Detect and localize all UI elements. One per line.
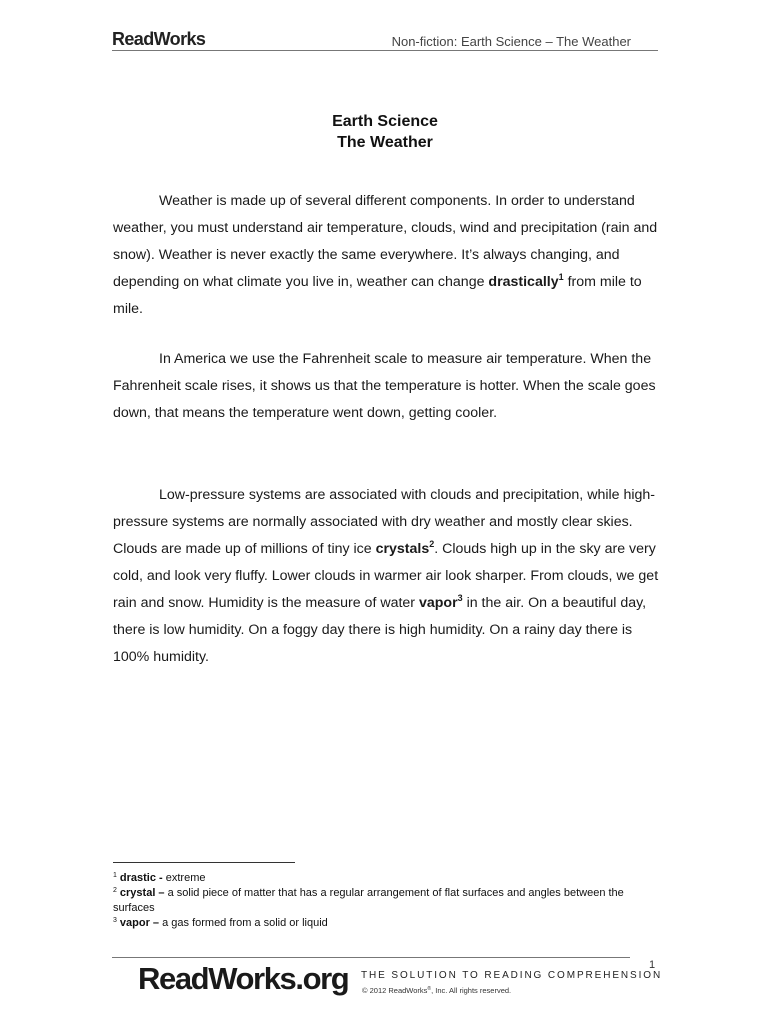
paragraph-3-text-b: . Clouds high up in the sky are very cold, and look very fluffy. Lower clouds in warmer air look sharper. From clouds, we get rain and snow. Humidity is the measure of water [113,541,659,611]
paragraph-2-text-a: In America we use the Fahrenheit scale to measure air temperature. When the Fahrenheit scale rises, it shows us that the temperature is hotter. When the scale goes down, that means the temperature went down, getting cooler. [113,351,656,421]
footnote-ref-1: 1 [558,272,564,282]
paragraph-2 [113,346,663,427]
footnote-1 [113,871,663,886]
registered-mark: ® [427,986,432,992]
page-number: 1 [649,959,656,971]
readworks-footer-logo: ReadWorks.org [138,961,349,996]
vocab-term-drastically: drastically [488,274,559,290]
paragraph-3-text-a: Low-pressure systems are associated with clouds and precipitation, while high-pressure systems are normally associated with dry weather and mostly clear skies. Clouds are made up of millions of tiny ice [113,487,656,557]
paragraph-1 [113,188,663,323]
footer-tagline: THE SOLUTION TO READING COMPREHENSION [361,970,663,981]
vocab-term-crystals: crystals [375,541,430,557]
paragraph-1-text-a: Weather is made up of several different components. In order to understand weather, you must understand air temperature, clouds, wind and precipitation (rain and snow). Weather is never exactly the same everywhere. It’s always changing, and depending on what climate you live in, weather can change [113,193,658,290]
header-divider [112,50,658,51]
footnote-number: 2 [113,887,117,894]
paragraph-3 [113,482,663,671]
footnote-ref-3: 3 [457,593,463,603]
document-subtitle: The Weather [337,134,433,151]
footnote-definition: a solid piece of matter that has a regular arrangement of flat surfaces and angles between the surfaces [113,887,624,914]
paragraph-1-text-b: from mile to mile. [113,274,642,317]
copyright-notice [362,986,511,995]
copyright-text-a: © 2012 ReadWorks [362,986,428,995]
footnote-number: 1 [113,872,117,879]
footnote-number: 3 [113,917,117,924]
document-category: Non-fiction: Earth Science – The Weather [391,34,631,49]
footnote-divider [113,862,295,863]
footnote-definition: a gas formed from a solid or liquid [159,917,328,929]
footnote-ref-2: 2 [429,539,435,549]
footnote-3 [113,916,663,931]
footnote-term: drastic - [119,872,163,884]
footnote-term: crystal – [119,887,165,899]
footer-divider [112,957,630,958]
vocab-term-vapor: vapor [418,595,458,611]
document-title: Earth Science [332,113,438,130]
footnote-term: vapor – [119,917,160,929]
footnotes [113,871,663,931]
copyright-text-b: , Inc. All rights reserved. [431,986,512,995]
readworks-header-logo: ReadWorks [112,29,206,49]
footnote-definition: extreme [162,872,206,884]
paragraph-3-text-c: in the air. On a beautiful day, there is low humidity. On a foggy day there is high humidity. On a rainy day there is 100% humidity. [113,595,647,665]
footnote-2 [113,886,663,916]
